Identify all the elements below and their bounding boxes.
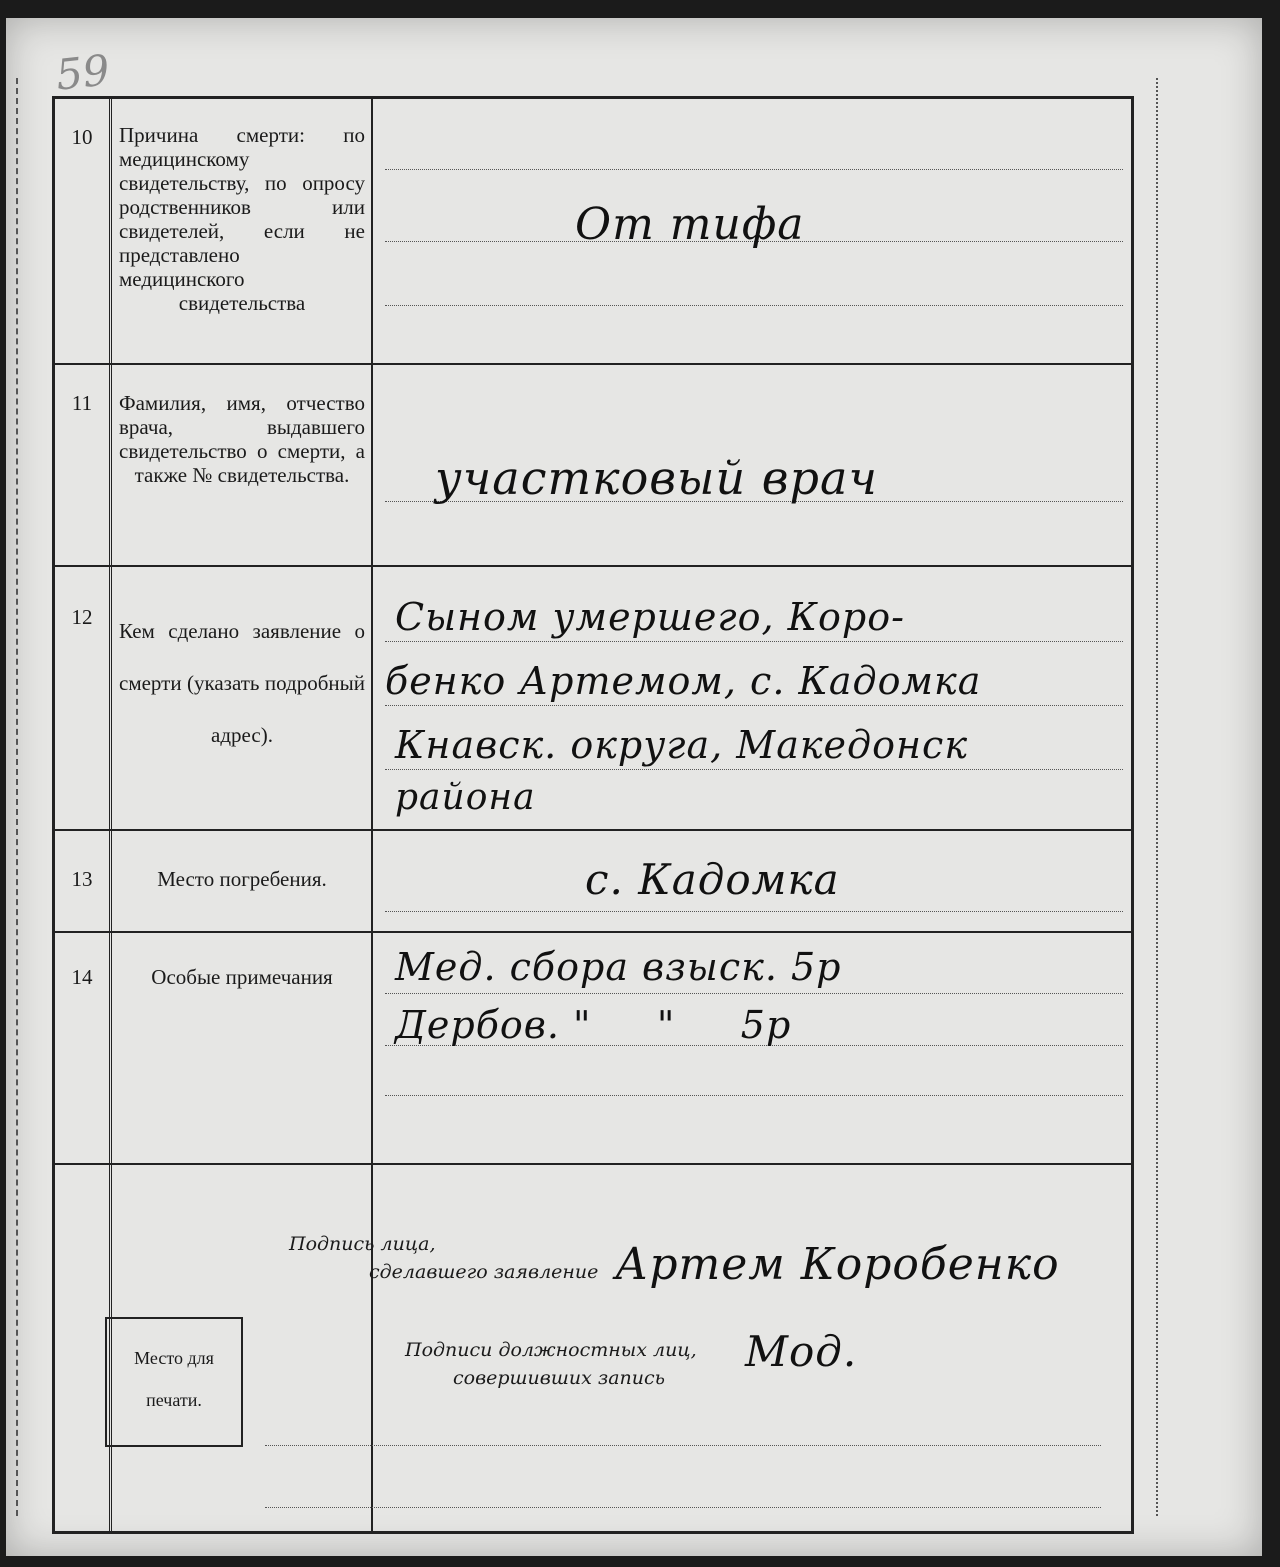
row-label: Фамилия, имя, отчество врача, выдавшего свидетельство о смерти, а также № свидетельства.	[119, 391, 365, 487]
handwritten-burial-place: с. Кадомка	[585, 855, 840, 904]
stamp-placeholder-box	[105, 1317, 243, 1447]
binding-stitch-left	[16, 78, 18, 1516]
row-label: Место погребения.	[157, 867, 327, 891]
applicant-signature-label: Подпись лица,	[289, 1233, 436, 1255]
handwritten-applicant-line-2: бенко Артемом, с. Кадомка	[385, 659, 982, 703]
stamp-label-line-2: печати.	[146, 1390, 202, 1410]
handwritten-applicant-line-4: района	[395, 777, 536, 818]
handwritten-doctor: участковый врач	[435, 451, 879, 505]
row-number: 13	[71, 867, 93, 891]
officials-signature: Мод.	[745, 1327, 858, 1376]
row-13	[55, 829, 1131, 933]
row-label: Кем сделано заявление о смерти (указать подробный адрес).	[119, 619, 365, 747]
dotted-line	[385, 769, 1123, 770]
dotted-line	[265, 1507, 1101, 1508]
dotted-line	[265, 1445, 1101, 1446]
row-12	[55, 565, 1131, 831]
handwritten-notes-line-1: Мед. сбора взыск. 5р	[395, 945, 842, 989]
row-number: 14	[71, 965, 93, 989]
handwritten-applicant-line-3: Кнавск. округа, Македонск	[395, 723, 969, 767]
dotted-line	[385, 305, 1123, 306]
row-number: 11	[71, 391, 93, 415]
officials-signature-label-2: совершивших запись	[453, 1367, 665, 1389]
record-table	[52, 96, 1134, 1534]
handwritten-applicant-line-1: Сыном умершего, Коро-	[395, 595, 905, 639]
dotted-line	[385, 705, 1123, 706]
row-number: 10	[71, 125, 93, 149]
document-page	[6, 18, 1262, 1556]
row-11	[55, 363, 1131, 567]
dotted-line	[385, 993, 1123, 994]
handwritten-notes-line-2: Дербов. " " 5р	[395, 1003, 792, 1047]
row-14	[55, 931, 1131, 1165]
dotted-line	[385, 1095, 1123, 1096]
dotted-line	[385, 911, 1123, 912]
corner-page-number: 59	[53, 45, 112, 100]
dotted-line	[385, 641, 1123, 642]
row-label: Особые примечания	[151, 965, 333, 989]
row-10	[55, 99, 1131, 365]
officials-signature-label: Подписи должностных лиц,	[405, 1339, 697, 1361]
row-number: 12	[71, 605, 93, 629]
stamp-label-line-1: Место для	[134, 1348, 214, 1368]
applicant-signature: Артем Коробенко	[615, 1239, 1060, 1290]
applicant-signature-label-2: сделавшего заявление	[369, 1261, 599, 1283]
handwritten-cause-of-death: От тифа	[575, 199, 805, 250]
binding-stitch-right	[1156, 78, 1158, 1516]
row-label: Причина смерти: по медицинскому свидетельству, по опросу родственников или свидетелей, если не представлено медицинского свидетельства	[119, 123, 365, 315]
dotted-line	[385, 169, 1123, 170]
